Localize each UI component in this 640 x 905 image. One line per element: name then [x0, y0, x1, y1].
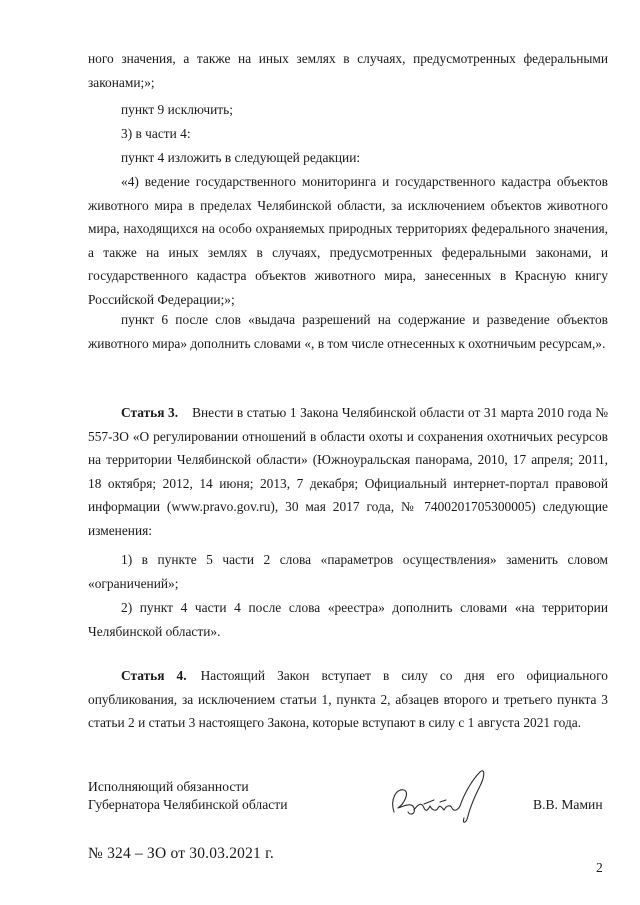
- paragraph-item4-text: «4) ведение государственного мониторинга и государственного кадастра объектов животного мира в пределах Челябинской области, за исключением объектов животного мира, находящихся на особо охраняемых природных территориях федерального значения, а также на иных землях в случаях, предусмотренных федеральными законами, и государственного кадастра объектов животного мира, занесенных в Красную книгу Российской Федерации;»;: [88, 174, 608, 307]
- paragraph-item6: пункт 6 после слов «выдача разрешений на содержание и разведение объектов животного мира» дополнить словами «, в том числе отнесенных к охотничьим ресурсам,».: [88, 312, 608, 351]
- handwritten-signature: [374, 764, 506, 832]
- article-3-item1: 1) в пункте 5 части 2 слова «параметров осуществления» заменить словом «ограничений»;: [88, 552, 608, 591]
- document-number: № 324 – ЗО от 30.03.2021 г.: [88, 845, 274, 862]
- signatory-title-line1: Исполняющий обязанности: [88, 779, 249, 794]
- signatory-name: В.В. Мамин: [533, 797, 603, 812]
- article-4-label: Статья 4.: [121, 668, 187, 683]
- page-number: 2: [596, 860, 603, 875]
- article-3: [88, 401, 608, 543]
- signatory-title-line2: Губернатора Челябинской области: [88, 796, 288, 812]
- article-4-text: Настоящий Закон вступает в силу со дня его официального опубликования, за исключением статьи 1, пункта 2, абзацев второго и третьего пункта 3 статьи 2 и статьи 3 настоящего Закона, которые вступают в силу с 1 августа 2021 года.: [88, 668, 608, 731]
- paragraph-item9: пункт 9 исключить;: [121, 102, 233, 117]
- paragraph-part4: 3) в части 4:: [121, 126, 191, 141]
- article-4: [88, 664, 608, 735]
- article-3-text: Внести в статью 1 Закона Челябинской области от 31 марта 2010 года № 557-ЗО «О регулировании отношений в области охоты и сохранения охотничьих ресурсов на территории Челябинской области» (Южноуральская панорама, 2010, 17 апреля; 2011, 18 октября; 2012, 14 июня; 2013, 7 декабря; Официальный интернет-портал правовой информации (www.pravo.gov.ru), 30 мая 2017 года, № 7400201705300005) следующие изменения:: [88, 405, 608, 538]
- paragraph-continuation: ного значения, а также на иных землях в случаях, предусмотренных федеральными законами;»;: [88, 51, 608, 90]
- article-3-item2: 2) пункт 4 части 4 после слова «реестра» дополнить словами «на территории Челябинской области».: [88, 600, 608, 639]
- signatory-title: [88, 778, 288, 813]
- paragraph-item4-intro: пункт 4 изложить в следующей редакции:: [121, 150, 361, 165]
- article-3-label: Статья 3.: [121, 405, 179, 420]
